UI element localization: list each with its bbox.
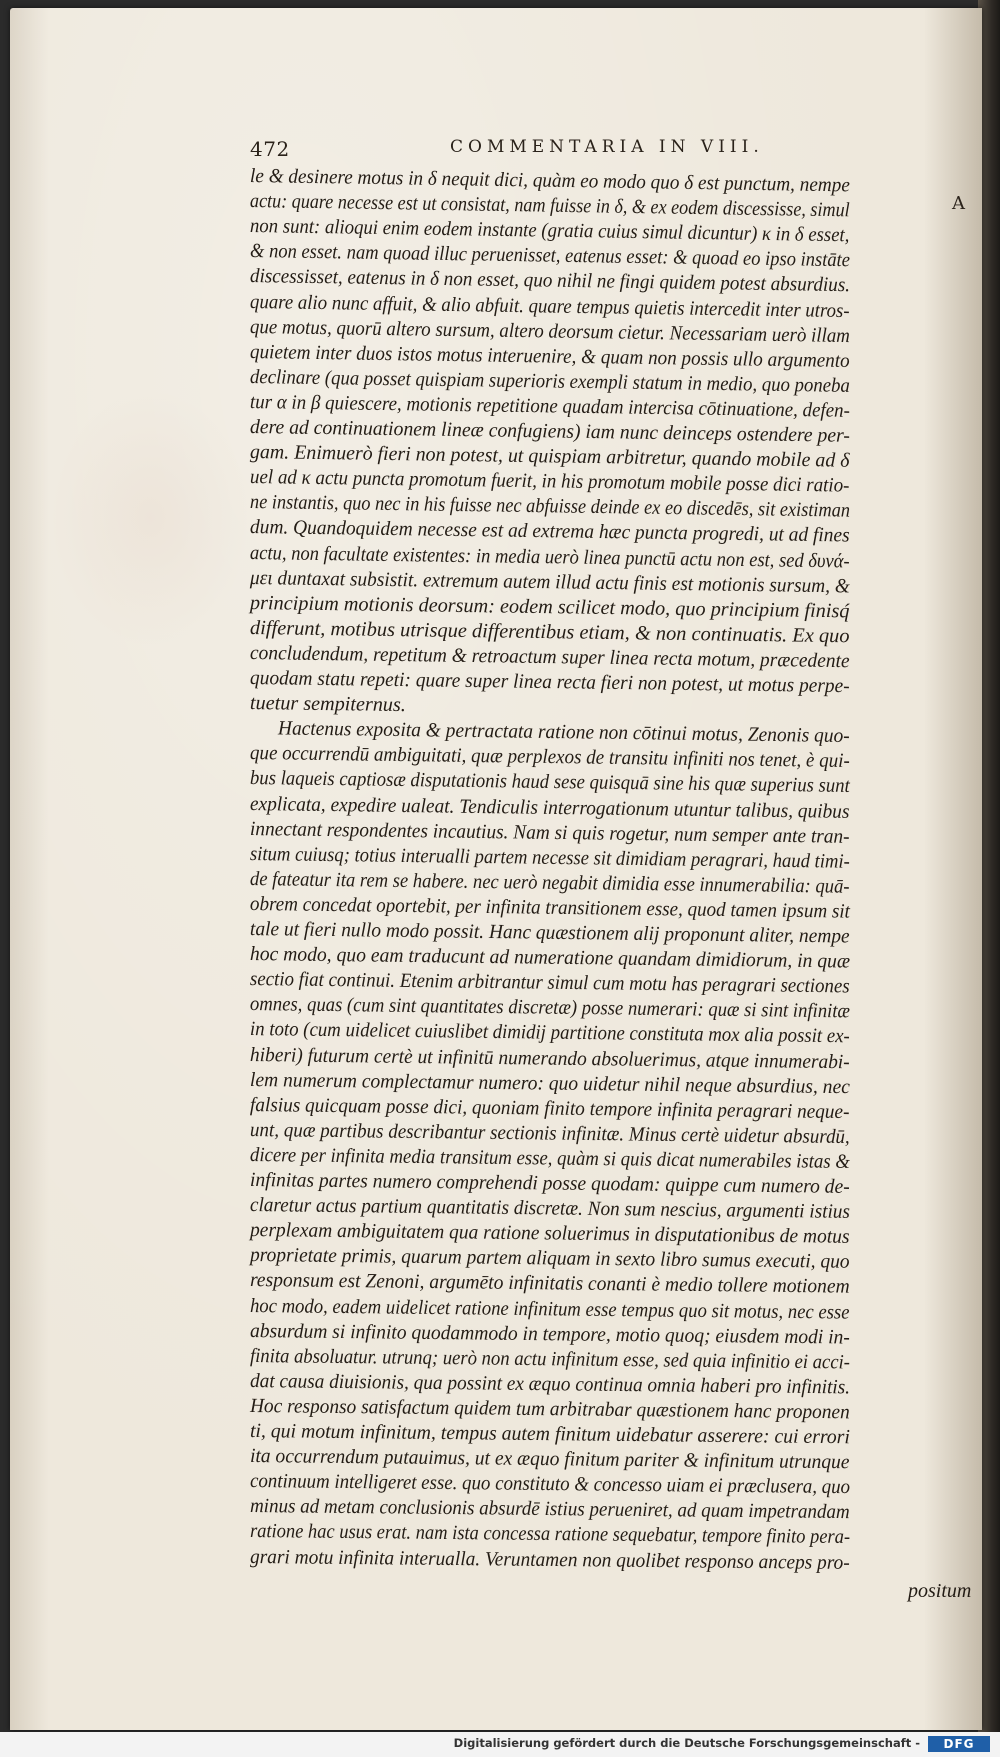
text-line: discessisset, eatenus in δ non esset, quo nihil ne fingi quidem potest absurdius.: [249, 265, 851, 297]
text-line: dum. Quandoquidem necesse est ad extrema hæc puncta progredi, ut ad fines: [249, 516, 850, 547]
text-line: quare alio nunc affuit, & alio abfuit. quare tempus quietis intercedit inter utros-: [249, 290, 850, 322]
text-line: perplexam ambiguitatem qua ratione soluerimus in disputationibus de motus: [249, 1219, 850, 1248]
text-line: de fateatur ita rem se habere. nec uerò negabit dimidia esse innumerabilia: quā-: [249, 867, 850, 898]
text-line: infinitas partes numero comprehendi posse quodam: quippe cum numero de-: [249, 1169, 850, 1198]
text-line: ne instantis, quo nec in his fuisse nec abfuisse deinde ex eo discedēs, sit existiman: [249, 491, 851, 522]
text-line: ti, qui motum infinitum, tempus autem finitum uidebatur asserere: cui errori: [249, 1420, 851, 1449]
page-number: 472: [250, 137, 290, 161]
text-line: μει duntaxat subsistit. extremum autem illud actu finis est motionis sursum, &: [249, 566, 851, 598]
text-line: Hactenus exposita & pertractata ratione non cōtinui motus, Zenonis quo-: [277, 717, 850, 748]
text-line: Hoc responso satisfactum quidem tum arbitrabar quæstionem hanc proponen: [249, 1394, 850, 1424]
text-line: tale ut fieri nullo modo possit. Hanc quæstionem alij proponunt aliter, nempe: [249, 918, 850, 948]
text-line: que motus, quorū altero sursum, altero deorsum cietur. Necessariam uerò illam: [249, 315, 851, 347]
running-head-title: COMMENTARIA IN VIII.: [450, 137, 764, 157]
text-line: non sunt: alioqui enim eodem instante (gratia cuius simul dicuntur) κ in δ esset,: [249, 215, 850, 247]
text-line: grari motu infinita interualla. Veruntamen non quolibet responso anceps pro-: [249, 1545, 850, 1574]
text-line: actu: quare necesse est ut consistat, nam fuisse in δ, & ex eodem discessisse, simul: [249, 190, 850, 222]
text-line: & non esset. nam quoad illuc peruenisset, eatenus esset: & quoad eo ipso instāte: [249, 240, 851, 272]
text-line: claretur actus partium quantitatis discretæ. Non sum nescius, argumenti istius: [249, 1194, 851, 1223]
text-line: concludendum, repetitum & retroactum super linea recta motum, præcedente: [249, 641, 850, 673]
text-line: falsius quicquam posse dici, quoniam finito tempore infinita peragrari neque-: [249, 1093, 850, 1123]
text-line: continuum intelligeret esse. quo constituto & concesso uiam ei præclusera, quo: [249, 1470, 851, 1499]
text-line: proprietate primis, quarum partem aliquam in sexto libro sumus executi, quo: [249, 1244, 850, 1274]
text-line: in toto (cum uidelicet cuiuslibet dimidij partitione constituta mox alia possit ex-: [249, 1018, 850, 1048]
text-line: hoc modo, quo eam traducunt ad numeratione quandam dimidiorum, in quæ: [249, 943, 851, 973]
text-line: que occurrendū ambiguitati, quæ perplexos de transitu infiniti nos tenet, è qui-: [249, 742, 850, 773]
text-line: innectant respondentes incautius. Nam si quis rogetur, num semper ante tran-: [249, 817, 850, 848]
text-line: hiberi) futurum certè ut infinitū numerando absoluerimus, atque innumerabi-: [249, 1043, 850, 1073]
text-line: le & desinere motus in δ nequit dici, quàm eo modo quo δ est punctum, nempe: [249, 165, 851, 197]
text-line: omnes, quas (cum sint quantitates discretæ) posse numerari: quæ si sint infinitæ: [249, 993, 851, 1023]
text-line: ita occurrendum putauimus, ut ex æquo finitum pariter & infinitum utrunque: [249, 1445, 850, 1474]
text-line: actu, non facultate existentes: in media uerò linea punctū actu non est, sed δυνά-: [249, 541, 850, 572]
text-line: situm cuiusq; totius interualli partem necesse sit dimidiam peragrari, haud timi-: [249, 842, 850, 873]
text-line: finita absoluatur. utrunq; uerò non actu infinitum esse, sed quia infinitio ei acci-: [249, 1344, 851, 1374]
text-line: quodam statu repeti: quare super linea recta fieri non potest, ut motus perpe-: [249, 667, 850, 698]
dfg-logo: DFG: [928, 1736, 990, 1752]
text-line: principium motionis deorsum: eodem scilicet modo, quo principium finisq́: [249, 591, 850, 623]
text-line: dere ad continuationem lineæ confugiens) iam nunc deinceps ostendere per-: [249, 416, 851, 447]
text-line: explicata, expedire ualeat. Tendiculis interrogationum utuntur talibus, quibus: [249, 792, 850, 823]
text-line: responsum est Zenoni, argumēto infinitatis conanti è medio tollere motionem: [249, 1269, 850, 1299]
text-block: [250, 163, 950, 1583]
text-line: absurdum si infinito quodammodo in tempore, motio quoq; eiusdem modi in-: [249, 1319, 850, 1349]
text-line: gam. Enimuerò fieri non potest, ut quispiam arbitretur, quando mobile ad δ: [249, 441, 850, 472]
footer-credit: Digitalisierung gefördert durch die Deutsche Forschungsgemeinschaft -: [453, 1736, 920, 1750]
text-line: obrem concedat oportebit, per infinita transitionem esse, quod tamen ipsum sit: [249, 892, 851, 923]
text-line: dicere per infinita media transitum esse, quàm si quis dicat numerabiles istas &: [249, 1143, 851, 1173]
text-line: unt, quæ partibus describantur sectionis infinitæ. Minus certè uidetur absurdū,: [249, 1118, 850, 1148]
text-line: uel ad κ actu puncta promotum fuerit, in his promotum mobile posse dici ratio-: [249, 466, 850, 497]
text-line: lem numerum complectamur numero: quo uidetur nihil neque absurdius, nec: [249, 1068, 850, 1098]
text-line: dat causa diuisionis, qua possint ex æquo continua omnia haberi pro infinitis.: [249, 1369, 851, 1399]
footer-strip: [0, 1732, 1000, 1757]
catchword: positum: [908, 1580, 972, 1602]
text-line: declinare (qua posset quispiam superioris exempli statum in medio, quo poneba: [249, 365, 851, 397]
text-line: ratione hac usus erat. nam ista concessa ratione sequebatur, tempore finito pera-: [249, 1520, 851, 1549]
margin-letter: A: [952, 193, 965, 214]
text-line: tur α in β quiescere, motionis repetitione quadam intercisa cōtinuatione, defen-: [249, 390, 851, 422]
text-line: minus ad metam conclusionis absurdē istius perueniret, ad quam impetrandam: [249, 1495, 850, 1524]
text-line: hoc modo, eadem uidelicet ratione infinitum esse tempus quo sit motus, nec esse: [249, 1294, 850, 1324]
text-line: sectio fiat continui. Etenim arbitrantur simul cum motu has peragrari sectiones: [249, 968, 850, 998]
paper-stain: [50, 388, 250, 648]
text-line: bus laqueis captiosæ disputationis haud sese quisquā sine his quæ superius sunt: [249, 767, 850, 798]
text-line: tuetur sempiternus.: [249, 692, 407, 717]
text-line: differunt, motibus utrisque differentibus etiam, & non continuatis. Ex quo: [249, 616, 850, 648]
text-line: quietem inter duos istos motus interuenire, & quam non possis ullo argumento: [249, 340, 850, 372]
running-head: [250, 137, 950, 161]
